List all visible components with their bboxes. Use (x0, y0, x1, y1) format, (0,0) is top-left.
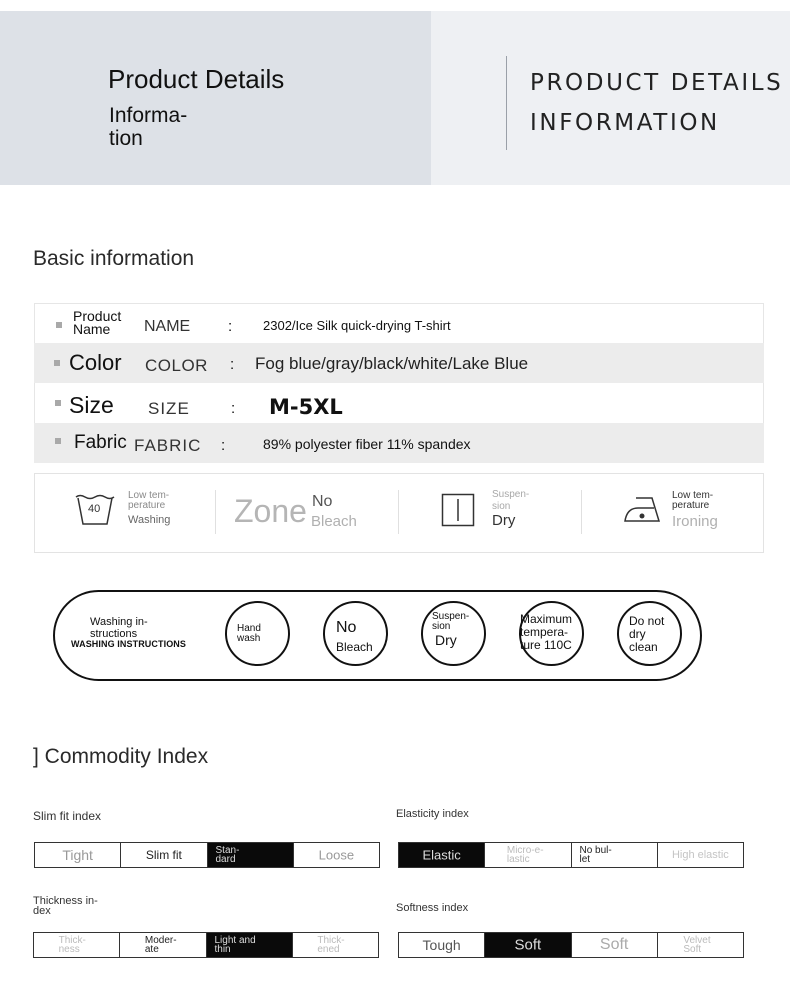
washing-label-line2: structions (90, 628, 138, 640)
dry-clean-line2: dry (629, 627, 646, 641)
max-temp-line3: ture 110C (520, 638, 572, 652)
dry-clean-line1: Do not (629, 614, 665, 628)
care-divider (398, 490, 399, 534)
do-not-dry-clean-label (629, 615, 664, 654)
row-value-fabric: 89% polyester fiber 11% spandex (263, 436, 471, 452)
row-label-line2: Name (73, 321, 111, 337)
wash-temp-number: 40 (88, 503, 101, 515)
scale-segment-selected (206, 933, 292, 957)
thickness-scale (33, 932, 379, 958)
segment-label: Tough (422, 937, 461, 953)
care-dry-line1: Suspen- (492, 489, 530, 500)
segment-label: Soft (514, 936, 542, 954)
scale-segment (293, 843, 379, 867)
row-label-fabric: Fabric (74, 432, 127, 453)
scale-segment (657, 933, 743, 957)
segment-label: Elastic (422, 847, 461, 863)
scale-segment (34, 933, 119, 957)
care-zone-text: Zone (234, 493, 307, 529)
english-title-line2: INFORMATION (530, 110, 720, 136)
info-row-color (34, 343, 764, 383)
scale-segment (120, 843, 206, 867)
suspension-dry-label (432, 612, 469, 648)
commodity-index-heading: ] Commodity Index (33, 745, 209, 768)
row-label-line1: Product (73, 308, 122, 324)
bullet-icon (54, 360, 60, 366)
thickness-label-line2: dex (33, 905, 51, 917)
info-row-fabric (34, 423, 764, 463)
row-value-color: Fog blue/gray/black/white/Lake Blue (255, 354, 529, 373)
segment-label: Loose (318, 847, 355, 863)
care-wash-line2: perature (128, 500, 166, 511)
header-divider (506, 56, 507, 150)
hand-wash-label (237, 624, 261, 644)
care-wash-line3: Washing (128, 514, 171, 526)
page-subtitle-line2: tion (109, 127, 143, 150)
row-en-label-name: NAME (144, 318, 191, 335)
care-iron-line3: Ironing (672, 513, 718, 530)
suspension-line2: sion (432, 621, 451, 632)
page-subtitle (109, 104, 187, 150)
suspension-line1: Suspen- (432, 611, 470, 622)
washing-label (90, 616, 148, 640)
basic-info-heading: Basic information (33, 247, 195, 270)
row-colon: : (228, 318, 233, 335)
elasticity-label: Elasticity index (396, 808, 469, 820)
scale-segment (571, 933, 657, 957)
thickness-label-line1: Thickness in- (33, 895, 98, 907)
scale-segment (292, 933, 378, 957)
scale-segment-selected (207, 843, 293, 867)
care-iron-line1: Low tem- (672, 490, 714, 501)
max-temperature-label (520, 613, 572, 652)
suspension-line3: Dry (435, 632, 457, 648)
segment-label: Thick-ness (58, 935, 86, 955)
care-dry-line2: sion (492, 501, 511, 512)
care-dry-line3: Dry (492, 512, 516, 529)
care-bleach-line1: No (312, 493, 333, 510)
page-subtitle-line1: Informa- (109, 104, 188, 127)
slim-fit-scale (34, 842, 380, 868)
scale-segment (571, 843, 657, 867)
bullet-icon (55, 400, 61, 406)
segment-label: Stan-dard (215, 845, 240, 865)
row-label-name (73, 310, 121, 336)
segment-label: Soft (599, 936, 629, 953)
info-row-size (34, 385, 764, 425)
washing-label-line1: Washing in- (90, 616, 148, 628)
page-title: Product Details (108, 64, 285, 94)
scale-segment (484, 843, 570, 867)
scale-segment-selected (484, 933, 570, 957)
scale-segment-selected (399, 843, 484, 867)
row-label-size: Size (69, 392, 114, 418)
segment-label: Micro-e-lastic (506, 845, 544, 865)
max-temp-line2: tempera- (520, 625, 569, 639)
no-bleach-line2: Bleach (336, 640, 373, 654)
max-temp-line1: Maximum (520, 612, 573, 626)
scale-segment (119, 933, 205, 957)
hang-dry-icon (441, 493, 475, 527)
bullet-icon (56, 322, 62, 328)
row-en-label-size: SIZE (148, 399, 190, 418)
iron-icon (624, 494, 662, 524)
scale-segment (399, 933, 484, 957)
row-colon: : (231, 400, 236, 417)
no-bleach-line1: No (336, 619, 357, 636)
header-right-panel (431, 11, 790, 185)
hand-wash-line1: Hand (237, 623, 261, 634)
care-divider (215, 490, 216, 534)
slim-fit-label: Slim fit index (33, 809, 102, 823)
softness-label: Softness index (396, 902, 469, 914)
segment-label: Velvet Soft (683, 935, 711, 955)
no-bleach-label (336, 619, 373, 654)
row-label-color: Color (69, 350, 122, 375)
scale-segment (35, 843, 120, 867)
scale-segment (657, 843, 743, 867)
care-iron-line2: perature (672, 500, 710, 511)
row-en-label-fabric: FABRIC (134, 436, 202, 455)
care-divider (581, 490, 582, 534)
segment-label: Tight (62, 847, 93, 863)
washing-label-caps: WASHING INSTRUCTIONS (71, 639, 187, 649)
care-bleach-line2: Bleach (311, 513, 357, 530)
dry-clean-line3: clean (629, 640, 658, 654)
care-wash-line1: Low tem- (128, 490, 170, 501)
row-value-name: 2302/Ice Silk quick-drying T-shirt (263, 318, 451, 333)
english-title-line1: PRODUCT DETAILS (530, 70, 784, 96)
row-value-size: M-5XL (269, 395, 343, 419)
row-en-label-color: COLOR (145, 356, 208, 375)
row-colon: : (221, 437, 226, 454)
row-colon: : (230, 356, 235, 373)
elasticity-scale (398, 842, 744, 868)
softness-scale (398, 932, 744, 958)
header-left-panel (0, 11, 431, 185)
segment-label: Light and thin (214, 935, 256, 955)
segment-label: High elastic (671, 849, 729, 861)
hand-wash-line2: wash (237, 633, 261, 644)
segment-label: Thick-ened (317, 935, 345, 955)
info-row-name (34, 304, 764, 344)
segment-label: Slim fit (145, 848, 182, 862)
segment-label: Moder-ate (144, 935, 177, 955)
segment-label: No bul-let (579, 845, 612, 865)
bullet-icon (55, 438, 61, 444)
thickness-label (33, 896, 98, 916)
